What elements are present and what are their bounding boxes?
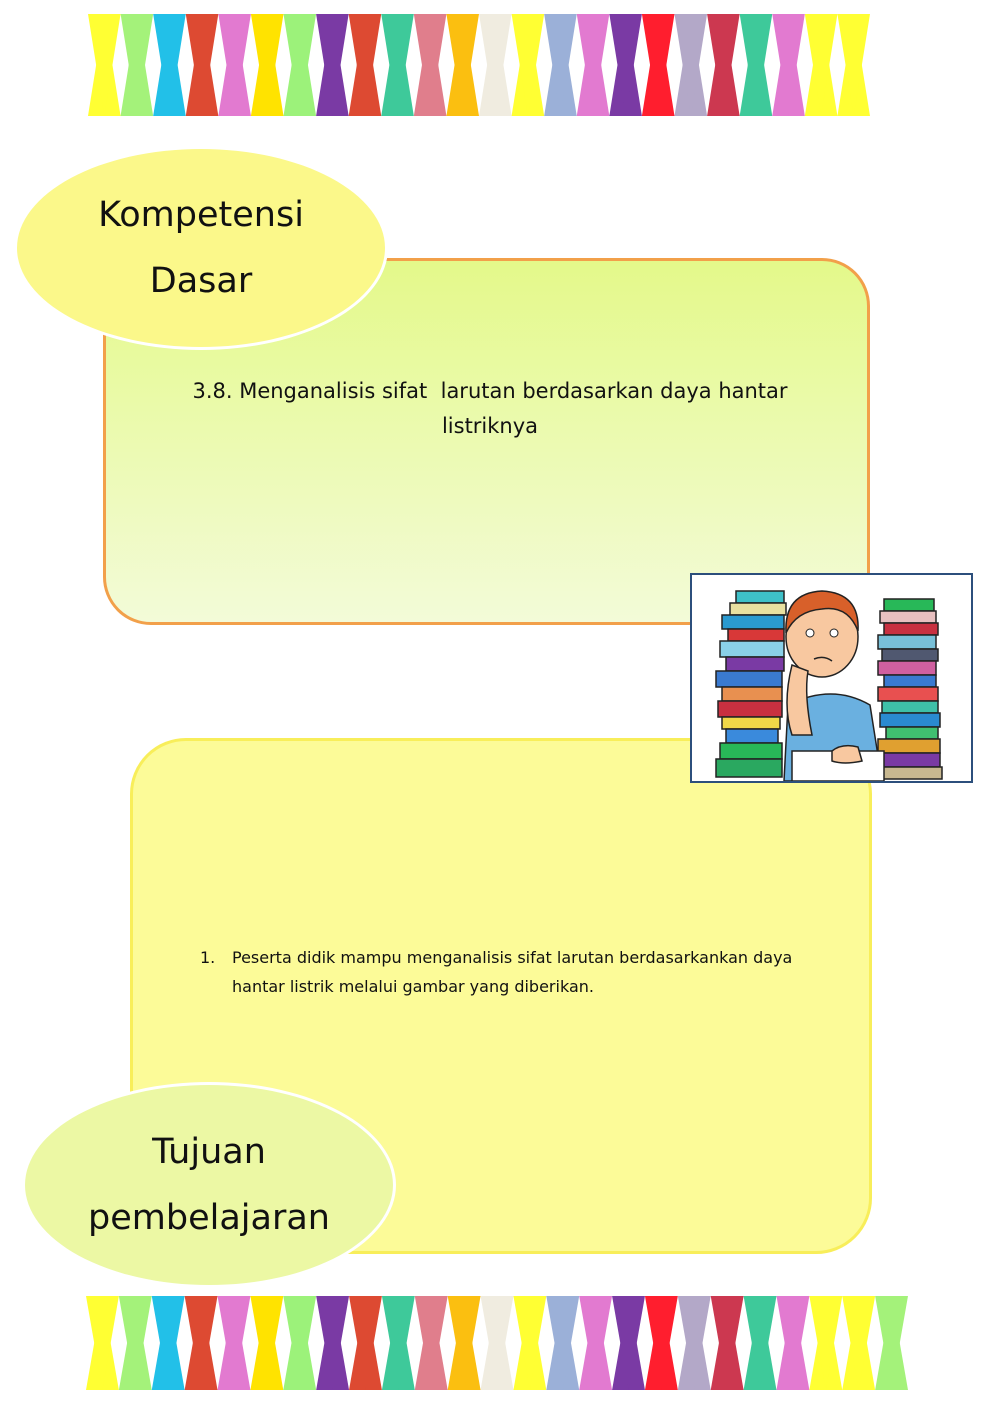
list-item-number: 1. [200, 948, 216, 967]
kompetensi-text-line2: listriknya [441, 414, 539, 438]
tujuan-list [200, 943, 810, 1001]
tujuan-heading [22, 1082, 396, 1288]
list-item-line1: Peserta didik mampu menganalisis sifat larutan berdasarkankan daya [232, 948, 793, 967]
tujuan-heading-line2: pembelajaran [88, 1198, 330, 1238]
list-item [200, 943, 810, 1001]
kompetensi-text-line1: 3.8. Menganalisis sifat larutan berdasarkan daya hantar [192, 379, 788, 403]
tujuan-heading-line1: Tujuan [152, 1132, 266, 1172]
kompetensi-heading-line2: Dasar [149, 261, 253, 301]
list-item-line2: hantar listrik melalui gambar yang diberikan. [232, 977, 594, 996]
kompetensi-text [170, 374, 810, 444]
bunting-top [0, 0, 1000, 130]
kompetensi-heading [14, 146, 388, 350]
illustration-frame [690, 573, 973, 783]
bunting-bottom [0, 1290, 1000, 1400]
kompetensi-heading-line1: Kompetensi [98, 195, 304, 235]
student-with-books-icon [692, 575, 971, 781]
